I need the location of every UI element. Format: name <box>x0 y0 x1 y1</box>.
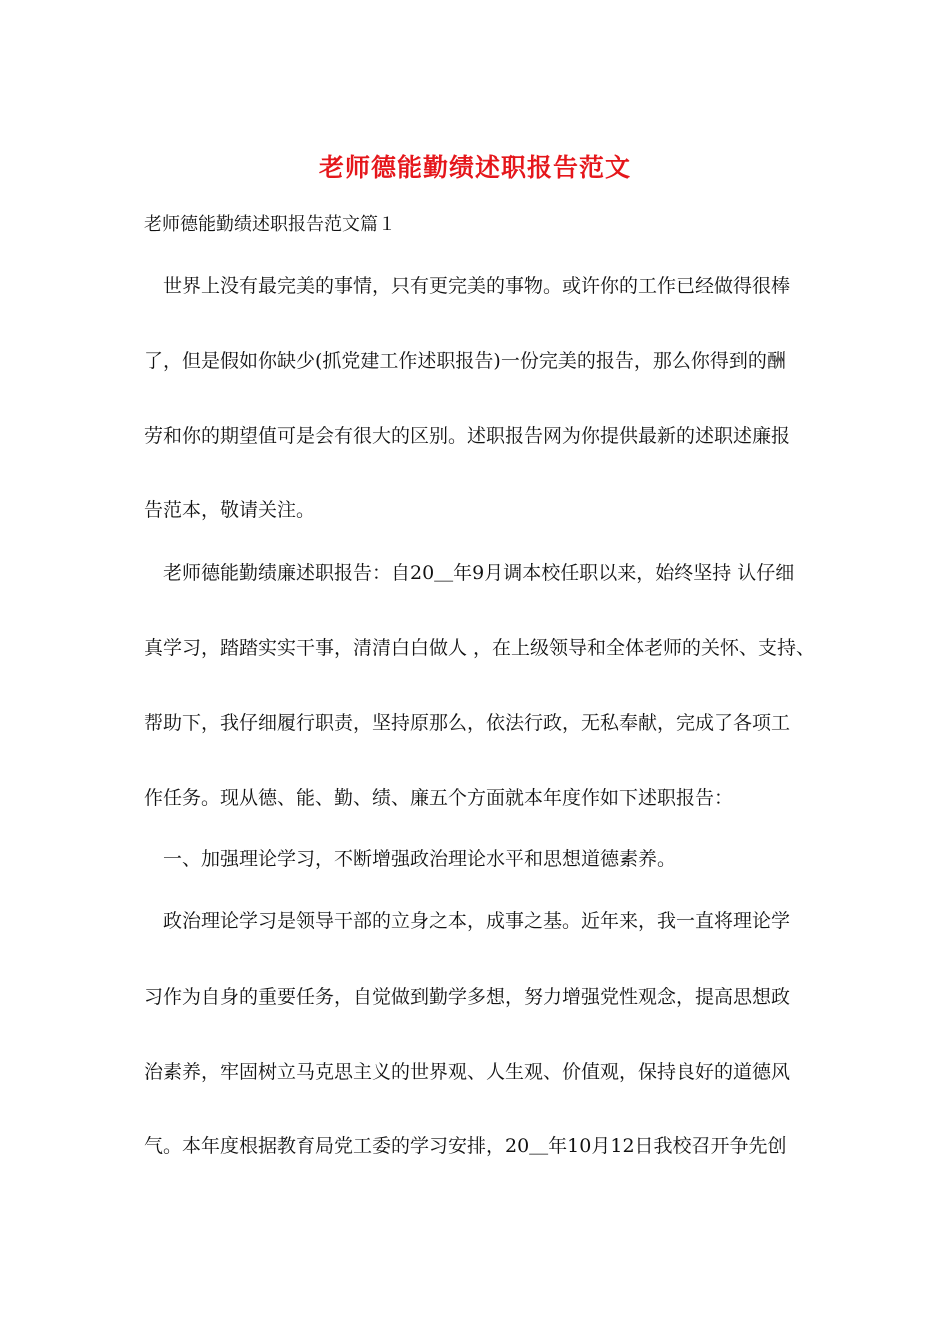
body-line: 作任务。现从德、能、勤、绩、廉五个方面就本年度作如下述职报告： <box>144 787 734 809</box>
document-title: 老师德能勤绩述职报告范文 <box>318 153 631 182</box>
body-line: 气。本年度根据教育局党工委的学习安排，20＿年10月12日我校召开争先创 <box>144 1135 787 1157</box>
body-line: 政治理论学习是领导干部的立身之本，成事之基。近年来，我一直将理论学 <box>144 910 791 932</box>
section-heading: 老师德能勤绩述职报告范文篇１ <box>144 214 396 235</box>
body-line: 真学习，踏踏实实干事，清清白白做人 ，在上级领导和全体老师的关怀、支持、 <box>144 637 816 659</box>
body-line: 劳和你的期望值可是会有很大的区别。述职报告网为你提供最新的述职述廉报 <box>144 425 791 447</box>
body-line: 告范本，敬请关注。 <box>144 499 316 521</box>
body-line: 世界上没有最完美的事情，只有更完美的事物。或许你的工作已经做得很棒 <box>144 275 791 297</box>
body-line: 治素养，牢固树立马克思主义的世界观、人生观、价值观，保持良好的道德风 <box>144 1061 791 1083</box>
body-line: 了，但是假如你缺少(抓党建工作述职报告)一份完美的报告，那么你得到的酬 <box>144 350 786 372</box>
body-line: 帮助下，我仔细履行职责，坚持原那么，依法行政，无私奉献，完成了各项工 <box>144 712 791 734</box>
body-line: 老师德能勤绩廉述职报告：自20＿年9月调本校任职以来，始终坚持 认仔细 <box>144 562 795 584</box>
body-line: 一、加强理论学习，不断增强政治理论水平和思想道德素养。 <box>144 848 677 870</box>
body-line: 习作为自身的重要任务，自觉做到勤学多想，努力增强党性观念，提高思想政 <box>144 986 791 1008</box>
